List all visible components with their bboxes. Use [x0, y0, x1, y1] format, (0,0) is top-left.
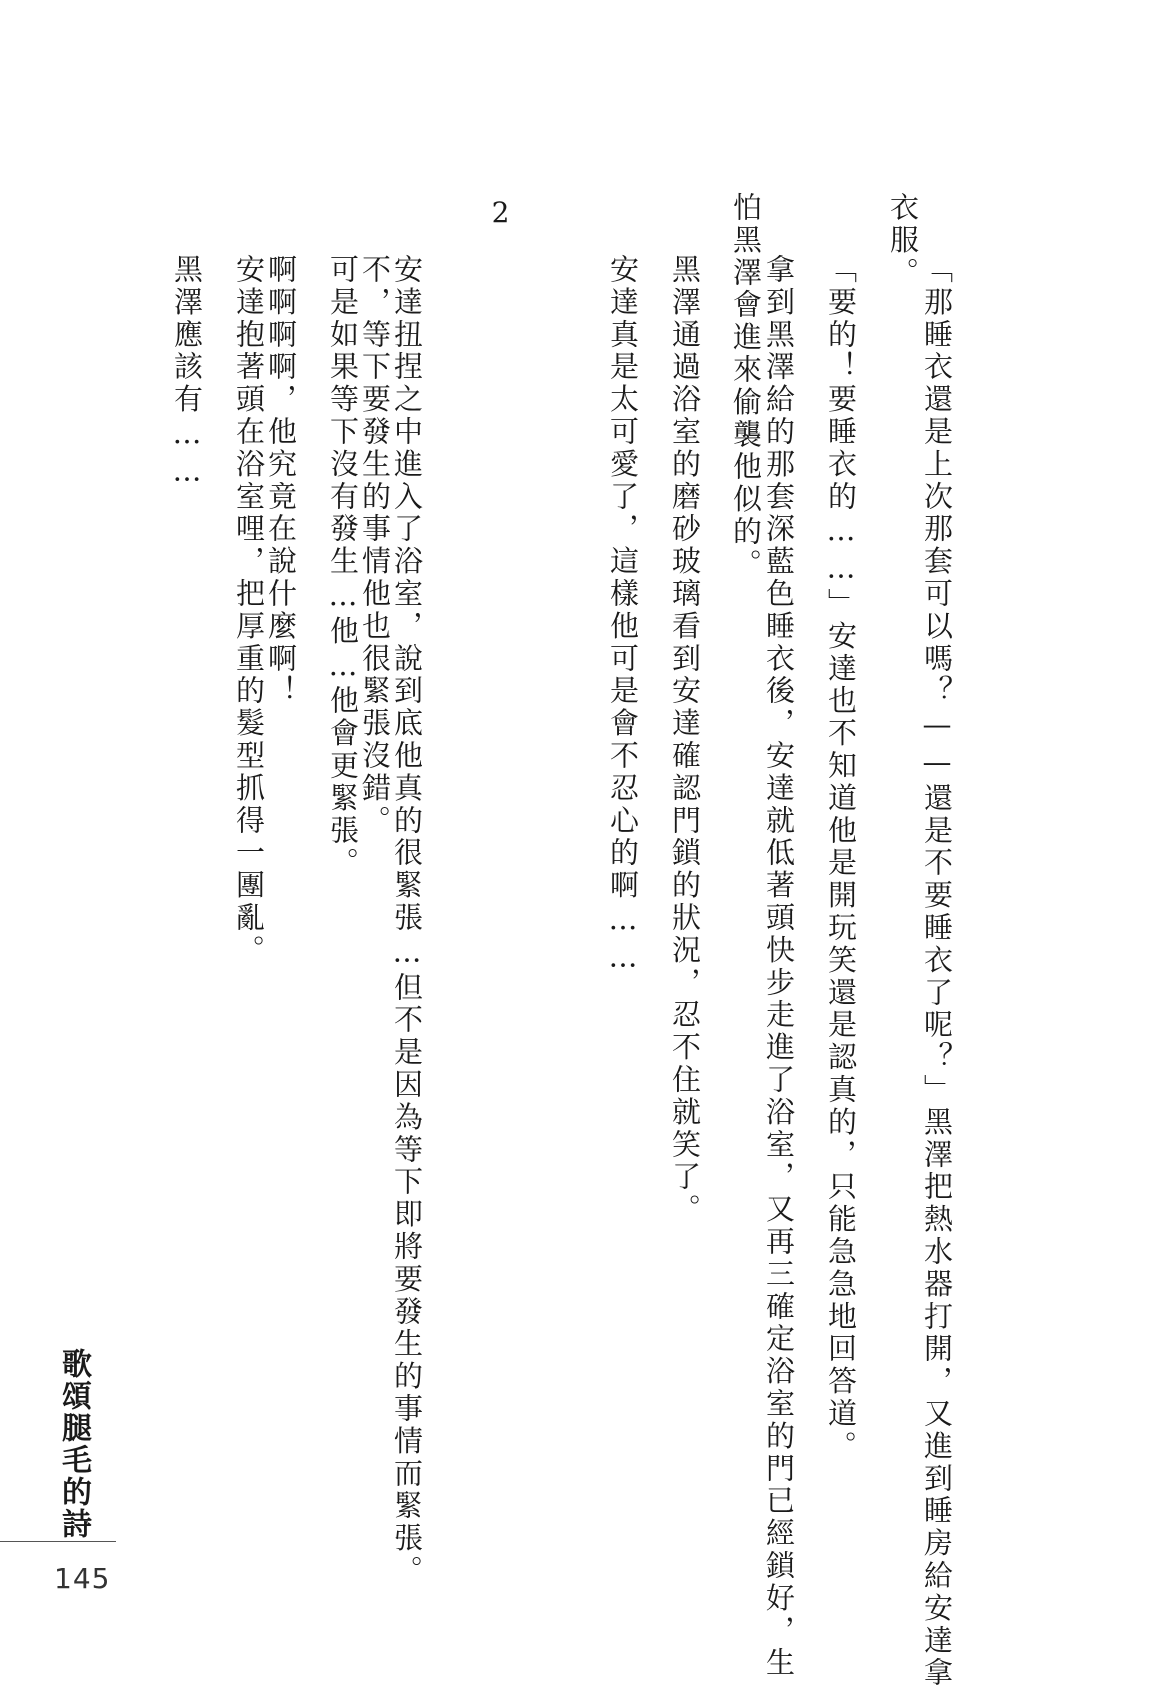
text-column: 不，等下要發生的事情他也很緊張沒錯。	[358, 254, 392, 838]
text-column: 安達抱著頭在浴室哩，把厚重的髮型抓得一團亂。	[232, 254, 266, 967]
book-title: 歌頌腿毛的詩	[56, 1348, 91, 1540]
text-column: 「要的！要睡衣的……」安達也不知道他是開玩笑還是認真的，只能急急地回答道。	[824, 254, 858, 1463]
text-column: 安達扭捏之中進入了浴室，說到底他真的很緊張…但不是因為等下即將要發生的事情而緊張。	[390, 254, 424, 1588]
text-column: 衣服。	[886, 192, 920, 290]
text-column: 拿到黑澤給的那套深藍色睡衣後，安達就低著頭快步走進了浴室，又再三確定浴室的門已經鎖好，生	[762, 254, 796, 1680]
text-column: 怕黑澤會進來偷襲他似的。	[729, 192, 763, 581]
text-column: 啊啊啊啊，他究竟在說什麼啊！	[264, 254, 298, 708]
text-column: 安達真是太可愛了，這樣他可是會不忍心的啊……	[606, 254, 640, 977]
text-column: 黑澤通過浴室的磨砂玻璃看到安達確認門鎖的狀況，忍不住就笑了。	[668, 254, 702, 1226]
text-column: 可是如果等下沒有發生…他…他會更緊張。	[326, 254, 360, 880]
text-column: 黑澤應該有……	[170, 254, 204, 491]
section-number: 2	[484, 196, 517, 229]
page-number: 145	[54, 1562, 111, 1595]
footer-divider	[0, 1541, 116, 1542]
text-column: 「那睡衣還是上次那套可以嗎？——還是不要睡衣了呢？」黑澤把熱水器打開，又進到睡房給安達拿	[920, 254, 954, 1690]
